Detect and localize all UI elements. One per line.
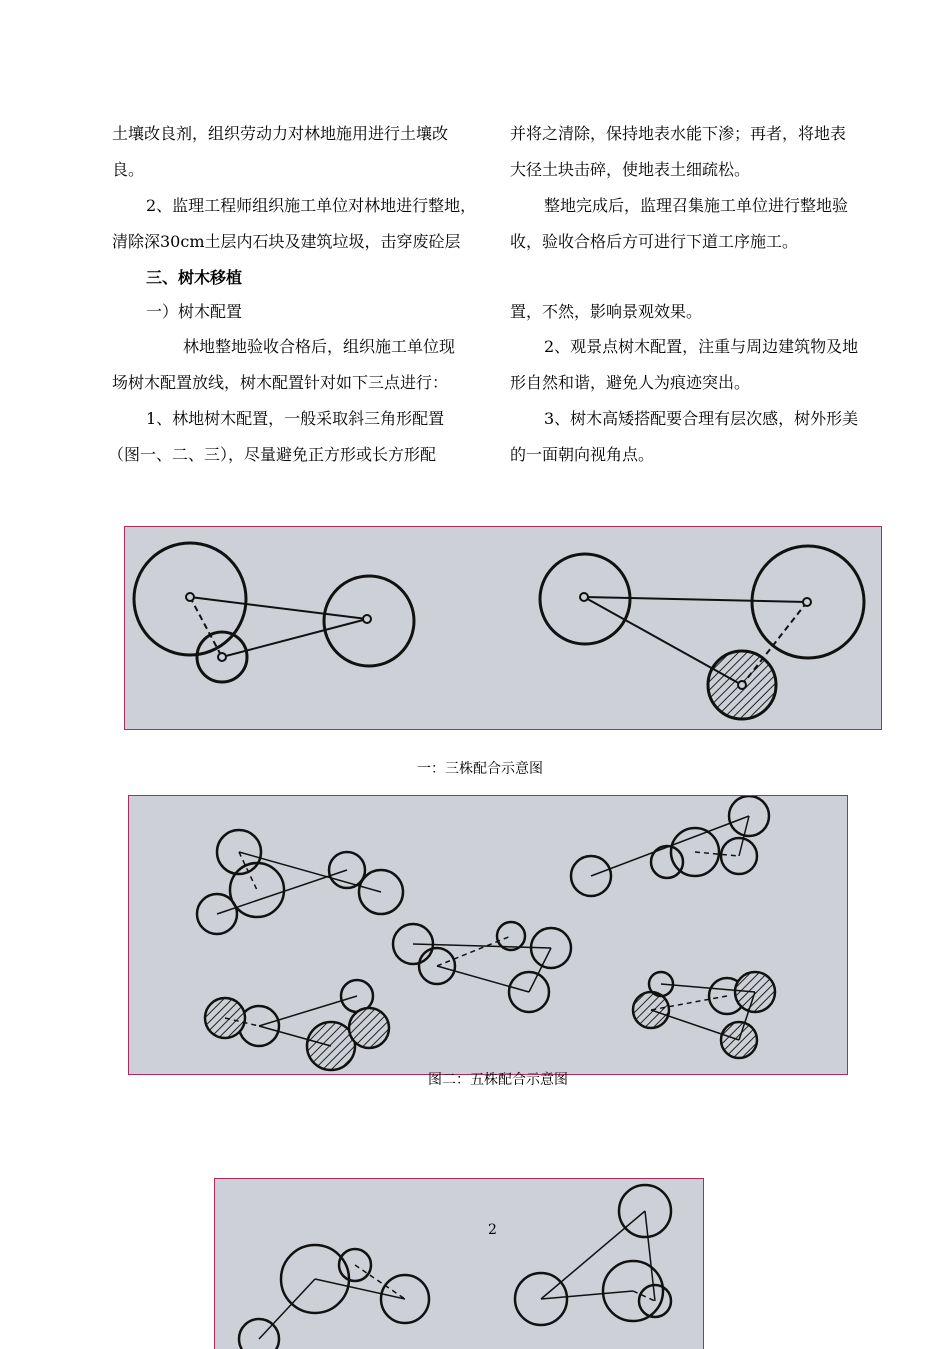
paragraph-line: 1、林地树木配置，一般采取斜三角形配置 — [146, 409, 445, 428]
paragraph-line: 并将之清除，保持地表水能下渗；再者，将地表 — [510, 124, 847, 143]
paragraph-line: 2、观景点树木配置，注重与周边建筑物及地 — [544, 337, 859, 356]
paragraph-line: 林地整地验收合格后，组织施工单位现 — [183, 337, 456, 356]
paragraph-line: 3、树木高矮搭配要合理有层次感，树外形美 — [544, 409, 859, 428]
paragraph-line: 的一面朝向视角点。 — [510, 445, 655, 464]
paragraph-line: （图一、二、三），尽量避免正方形或长方形配 — [108, 445, 437, 464]
paragraph-line: 良。 — [112, 160, 145, 179]
paragraph-line: 形自然和谐，避免人为痕迹突出。 — [510, 373, 751, 392]
paragraph-line: 大径土块击碎，使地表土细疏松。 — [510, 160, 751, 179]
paragraph-line: 清除深30cm土层内石块及建筑垃圾，击穿废砼层 — [112, 232, 461, 251]
section-heading: 三、树木移植 — [146, 268, 243, 287]
paragraph-line: 2、监理工程师组织施工单位对林地进行整地， — [146, 196, 477, 215]
paragraph-line: 场树木配置放线，树木配置针对如下三点进行： — [112, 373, 449, 392]
subsection-heading: 一）树木配置 — [146, 302, 243, 321]
three-tree-drawing — [125, 527, 881, 729]
figure-caption: 图二：五株配合示意图 — [428, 1072, 568, 1088]
figure-caption: 一：三株配合示意图 — [417, 761, 543, 777]
figure-three-tree-diagram — [124, 526, 882, 730]
figure-five-tree-diagram — [128, 795, 848, 1075]
figure-tree-diagram-partial — [214, 1178, 704, 1349]
paragraph-line: 置，不然，影响景观效果。 — [510, 302, 703, 321]
paragraph-line: 土壤改良剂，组织劳动力对林地施用进行土壤改 — [112, 124, 449, 143]
paragraph-line: 收，验收合格后方可进行下道工序施工。 — [510, 232, 799, 251]
partial-tree-drawing — [215, 1179, 703, 1349]
five-tree-drawing — [129, 796, 847, 1074]
paragraph-line: 整地完成后，监理召集施工单位进行整地验 — [544, 196, 849, 215]
page-number: 2 — [488, 1222, 497, 1238]
